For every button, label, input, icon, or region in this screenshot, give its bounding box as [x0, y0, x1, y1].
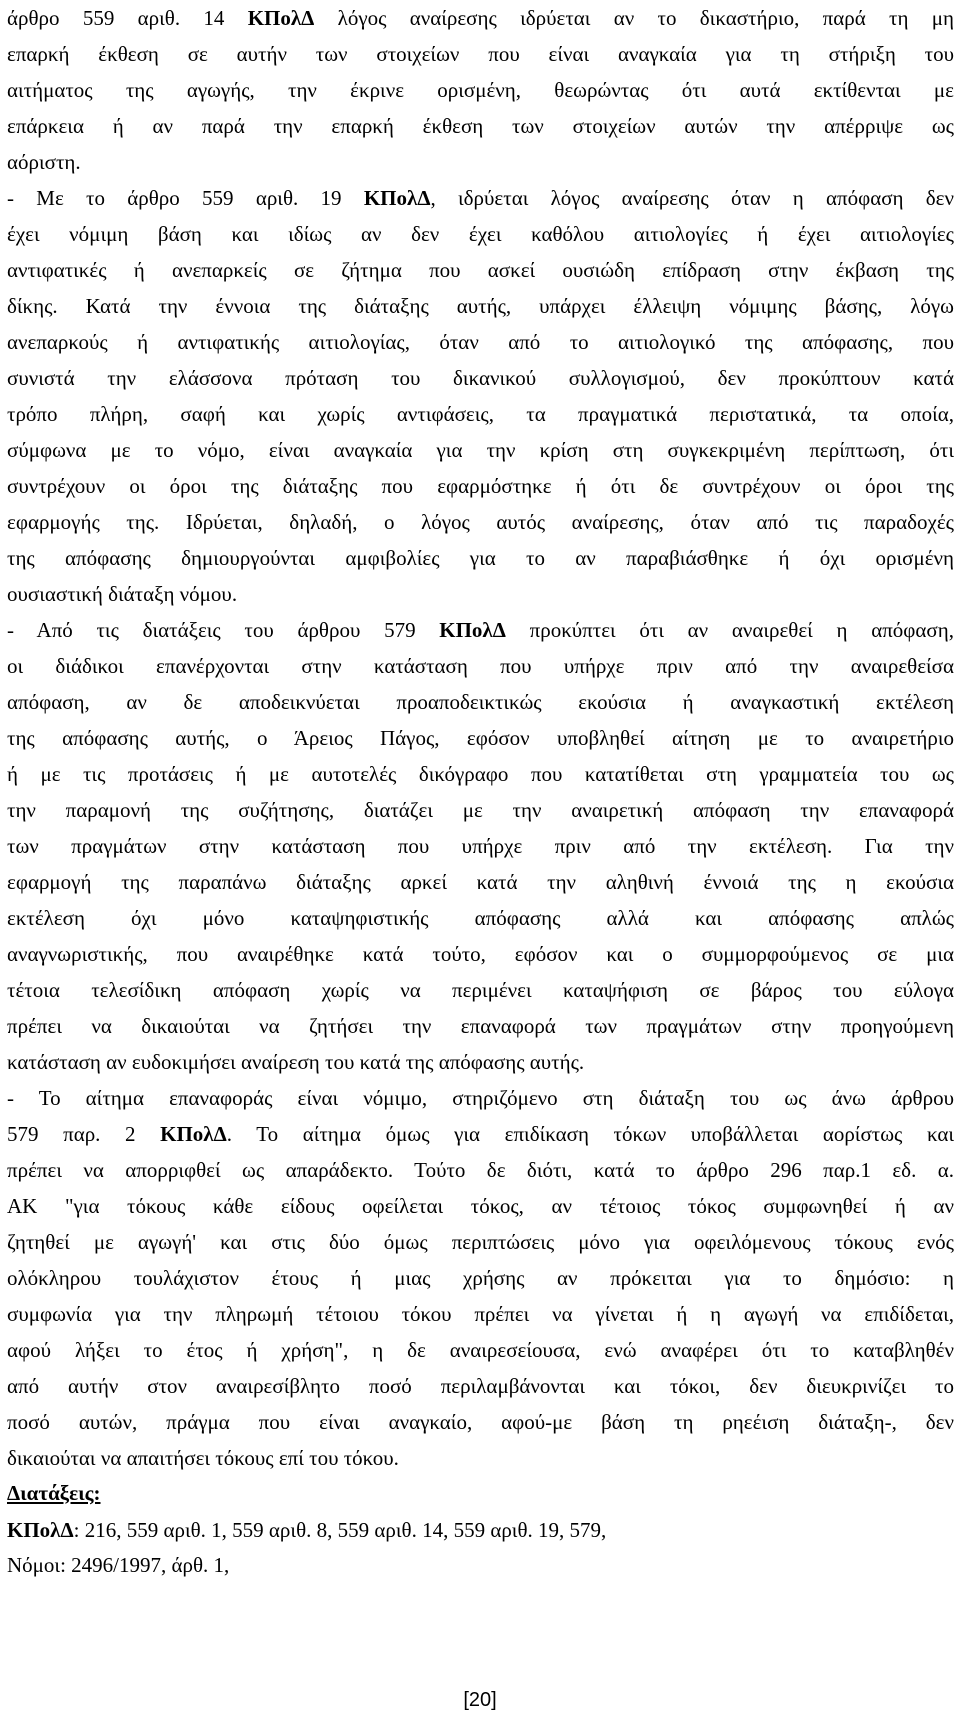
text-segment: , ιδρύεται λόγος αναίρεσης όταν η απόφαση δεν — [430, 186, 954, 210]
text-segment: : 216, 559 αριθ. 1, 559 αριθ. 8, 559 αριθ. 14, 559 αριθ. 19, 579, — [73, 1518, 607, 1542]
text-line — [7, 1008, 954, 1044]
text-segment: της απόφασης αυτής, ο Άρειος Πάγος, εφόσον υποβληθεί αίτηση με το αναιρετήριο — [7, 726, 954, 750]
text-segment: τέτοια τελεσίδικη απόφαση χωρίς να περιμένει καταψήφιση σε βάρος του εύλογα — [7, 978, 954, 1002]
text-segment: επάρκεια ή αν παρά την επαρκή έκθεση των στοιχείων αυτών την απέρριψε ως — [7, 114, 954, 138]
text-line — [7, 864, 954, 900]
text-line — [7, 1044, 954, 1080]
text-line — [7, 756, 954, 792]
text-line — [7, 1260, 954, 1296]
code-abbreviation: ΚΠολΔ — [160, 1122, 227, 1146]
text-segment: από αυτήν στον αναιρεσίβλητο ποσό περιλαμβάνονται και τόκοι, δεν διευκρινίζει το — [7, 1374, 954, 1398]
text-segment: εκτέλεση όχι μόνο καταψηφιστικής απόφασης αλλά και απόφασης απλώς — [7, 906, 954, 930]
text-line — [7, 936, 954, 972]
text-line — [7, 504, 954, 540]
text-segment: άρθρο 559 αριθ. 14 — [7, 6, 248, 30]
text-line — [7, 36, 954, 72]
text-line — [7, 108, 954, 144]
text-segment: κατάσταση αν ευδοκιμήσει αναίρεση του κατά της απόφασης αυτής. — [7, 1050, 585, 1074]
text-line — [7, 468, 954, 504]
text-segment: εφαρμογής της. Ιδρύεται, δηλαδή, ο λόγος αυτός αναίρεσης, όταν από τις παραδοχές — [7, 510, 954, 534]
text-line — [7, 720, 954, 756]
text-segment: ουσιαστική διάταξη νόμου. — [7, 582, 238, 606]
text-line — [7, 792, 954, 828]
text-segment: . Το αίτημα όμως για επιδίκαση τόκων υποβάλλεται αορίστως και — [226, 1122, 954, 1146]
text-line — [7, 1332, 954, 1368]
text-line — [7, 432, 954, 468]
text-line — [7, 1080, 954, 1116]
text-segment: ή με τις προτάσεις ή με αυτοτελές δικόγραφο που κατατίθεται στη γραμματεία του ως — [7, 762, 954, 786]
text-segment: - Από τις διατάξεις του άρθρου 579 — [7, 618, 440, 642]
text-segment: λόγος αναίρεσης ιδρύεται αν το δικαστήριο, παρά τη μη — [314, 6, 954, 30]
text-line — [7, 396, 954, 432]
text-line — [7, 216, 954, 252]
text-segment: εφαρμογή της παραπάνω διάταξης αρκεί κατά την αληθινή έννοιά της η εκούσια — [7, 870, 954, 894]
text-segment: συντρέχουν οι όροι της διάταξης που εφαρμόστηκε ή ότι δε συντρέχουν οι όροι της — [7, 474, 954, 498]
text-line — [7, 1368, 954, 1404]
text-segment: αντιφατικές ή ανεπαρκείς σε ζήτημα που ασκεί ουσιώδη επίδραση στην έκβαση της — [7, 258, 954, 282]
text-line — [7, 1440, 954, 1476]
text-segment: αιτήματος της αγωγής, την έκρινε ορισμένη, θεωρώντας ότι αυτά εκτίθενται με — [7, 78, 954, 102]
provisions-heading: Διατάξεις: — [7, 1481, 101, 1505]
text-segment: απόφαση, αν δε αποδεικνύεται προαποδεικτικώς εκούσια ή αναγκαστική εκτέλεση — [7, 690, 954, 714]
text-segment: προκύπτει ότι αν αναιρεθεί η απόφαση, — [505, 618, 954, 642]
text-line — [7, 144, 954, 180]
text-segment: αφού λήξει το έτος ή χρήση", η δε αναιρεσείουσα, ενώ αναφέρει ότι το καταβληθέν — [7, 1338, 954, 1362]
text-segment: αναγνωριστικής, που αναιρέθηκε κατά τούτο, εφόσον και ο συμμορφούμενος σε μια — [7, 942, 954, 966]
text-segment: δικαιούται να απαιτήσει τόκους επί του τόκου. — [7, 1446, 399, 1470]
text-segment: δίκης. Κατά την έννοια της διάταξης αυτής, υπάρχει έλλειψη νόμιμης βάσης, λόγω — [7, 294, 954, 318]
text-segment: επαρκή έκθεση σε αυτήν των στοιχείων που είναι αναγκαία για τη στήριξη του — [7, 42, 954, 66]
text-segment: ζητηθεί με αγωγή' και στις δύο όμως περιπτώσεις μόνο για οφειλόμενους τόκους ενός — [7, 1230, 954, 1254]
text-segment: αόριστη. — [7, 150, 81, 174]
text-line — [7, 1188, 954, 1224]
text-segment: - Με το άρθρο 559 αριθ. 19 — [7, 186, 364, 210]
text-segment: έχει νόμιμη βάση και ιδίως αν δεν έχει καθόλου αιτιολογίες ή έχει αιτιολογίες — [7, 222, 954, 246]
text-line — [7, 1224, 954, 1260]
text-segment: την παραμονή της συζήτησης, διατάζει με την αναιρετική απόφαση την επαναφορά — [7, 798, 954, 822]
text-segment: σύμφωνα με το νόμο, είναι αναγκαία για την κρίση στη συγκεκριμένη περίπτωση, ότι — [7, 438, 954, 462]
text-line — [7, 612, 954, 648]
text-segment: 579 παρ. 2 — [7, 1122, 161, 1146]
text-line — [7, 576, 954, 612]
text-line — [7, 900, 954, 936]
text-line — [7, 0, 954, 36]
text-segment: ανεπαρκούς ή αντιφατικής αιτιολογίας, όταν από το αιτιολογικό της απόφασης, που — [7, 330, 954, 354]
text-line — [7, 1152, 954, 1188]
text-segment: οι διάδικοι επανέρχονται στην κατάσταση που υπήρχε πριν από την αναιρεθείσα — [7, 654, 954, 678]
text-line — [7, 1404, 954, 1440]
text-segment: της απόφασης δημιουργούνται αμφιβολίες για το αν παραβιάσθηκε ή όχι ορισμένη — [7, 546, 954, 570]
text-segment: των πραγμάτων στην κατάσταση που υπήρχε πριν από την εκτέλεση. Για την — [7, 834, 954, 858]
text-segment: συμφωνία για την πληρωμή τέτοιου τόκου πρέπει να γίνεται ή η αγωγή να επιδίδεται, — [7, 1302, 954, 1326]
text-segment: πρέπει να δικαιούται να ζητήσει την επαναφορά των πραγμάτων στην προηγούμενη — [7, 1014, 954, 1038]
text-segment: ποσό αυτών, πράγμα που είναι αναγκαίο, αφού-με βάση τη ρηεέιση διάταξη-, δεν — [7, 1410, 954, 1434]
text-line — [7, 1296, 954, 1332]
text-line — [7, 1512, 954, 1548]
code-abbreviation: ΚΠολΔ — [439, 618, 506, 642]
text-line — [7, 1116, 954, 1152]
code-abbreviation: ΚΠολΔ — [247, 6, 315, 30]
text-line — [7, 72, 954, 108]
text-segment: τρόπο πλήρη, σαφή και χωρίς αντιφάσεις, τα πραγματικά περιστατικά, τα οποία, — [7, 402, 954, 426]
text-line — [7, 648, 954, 684]
code-abbreviation: ΚΠολΔ — [7, 1518, 74, 1542]
text-segment: ΑΚ "για τόκους κάθε είδους οφείλεται τόκος, αν τέτοιος τόκος συμφωνηθεί ή αν — [7, 1194, 954, 1218]
text-line — [7, 972, 954, 1008]
text-segment: πρέπει να απορριφθεί ως απαράδεκτο. Τούτο δε διότι, κατά το άρθρο 296 παρ.1 εδ. α. — [7, 1158, 954, 1182]
text-line — [7, 828, 954, 864]
text-line — [7, 684, 954, 720]
text-segment: - Το αίτημα επαναφοράς είναι νόμιμο, στηριζόμενο στη διάταξη του ως άνω άρθρου — [7, 1086, 954, 1110]
text-line — [7, 324, 954, 360]
code-abbreviation: ΚΠολΔ — [363, 186, 431, 210]
text-line — [7, 180, 954, 216]
text-segment: συνιστά την ελάσσονα πρόταση του δικανικού συλλογισμού, δεν προκύπτουν κατά — [7, 366, 954, 390]
text-line — [7, 288, 954, 324]
text-line — [7, 360, 954, 396]
text-line — [7, 252, 954, 288]
laws-line: Νόμοι: 2496/1997, άρθ. 1, — [7, 1553, 230, 1577]
text-segment: ολόκληρου τουλάχιστον έτους ή μιας χρήσης αν πρόκειται για το δημόσιο: η — [7, 1266, 954, 1290]
page-number: [20] — [463, 1689, 497, 1711]
text-line — [7, 540, 954, 576]
